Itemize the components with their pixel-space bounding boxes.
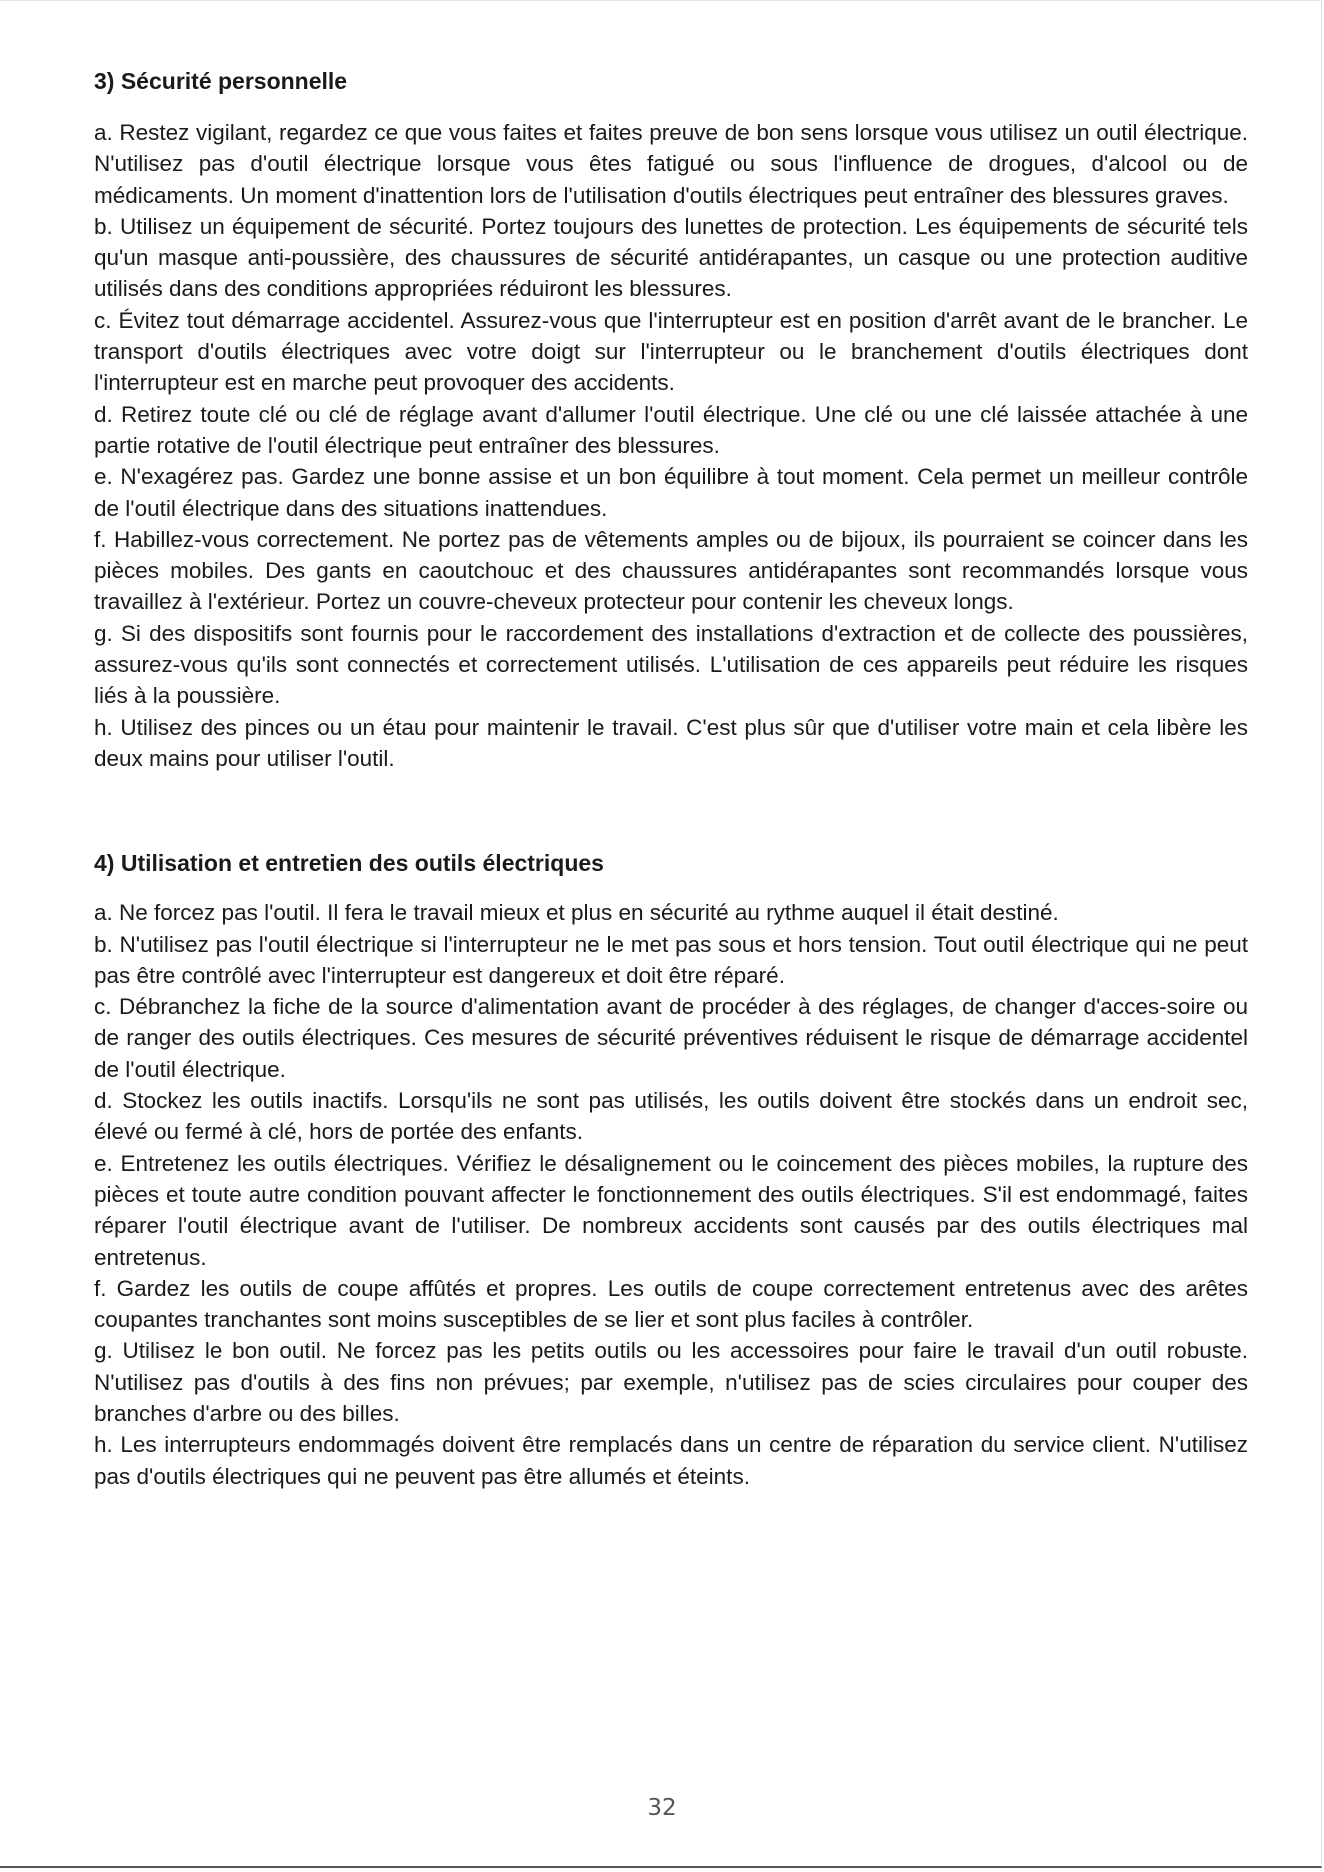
list-item: e. Entretenez les outils électriques. Vérifiez le désalignement ou le coincement des pièces mobiles, la rupture des pièces et toute autre condition pouvant affecter le fonctionnement des outils électriques. S'il est endommagé, faites réparer l'outil électrique avant de l'utiliser. De nombreux accidents sont causés par des outils électriques mal entretenus. bbox=[94, 1150, 1248, 1270]
list-item: a. Restez vigilant, regardez ce que vous faites et faites preuve de bon sens lorsque vous utilisez un outil électrique. N'utilisez pas d'outil électrique lorsque vous êtes fatigué ou sous l'influence de drogues, d'alcool ou de médicaments. Un moment d'inattention lors de l'utilisation d'outils électriques peut entraîner des blessures graves. bbox=[94, 120, 1248, 208]
list-item: f. Habillez-vous correctement. Ne portez pas de vêtements amples ou de bijoux, ils pourraient se coincer dans les pièces mobiles. Des gants en caoutchouc et des chaussures antidérapantes sont recommandés lorsque vous travaillez à l'extérieur. Portez un couvre-cheveux protecteur pour contenir les cheveux longs. bbox=[94, 526, 1248, 615]
list-item: b. Utilisez un équipement de sécurité. Portez toujours des lunettes de protection. Les équipements de sécurité tels qu'un masque anti-poussière, des chaussures de sécurité antidérapantes, un casque ou une protection auditive utilisés dans des conditions appropriées réduiront les blessures. bbox=[94, 213, 1248, 302]
list-item: c. Débranchez la fiche de la source d'alimentation avant de procéder à des réglages, de changer d'acces-soire ou de ranger des outils électriques. Ces mesures de sécurité préventives réduisent le risque de démarrage accidentel de l'outil électrique. bbox=[94, 994, 1248, 1082]
list-item: d. Retirez toute clé ou clé de réglage avant d'allumer l'outil électrique. Une clé ou une clé laissée attachée à une partie rotative de l'outil électrique peut entraîner des blessures. bbox=[94, 401, 1248, 458]
list-item: b. N'utilisez pas l'outil électrique si l'interrupteur ne le met pas sous et hors tension. Tout outil électrique qui ne peut pas être contrôlé avec l'interrupteur est dangereux et doit être réparé. bbox=[94, 931, 1248, 988]
list-item: a. Ne forcez pas l'outil. Il fera le travail mieux et plus en sécurité au rythme auquel il était destiné. bbox=[94, 900, 1059, 926]
list-item: e. N'exagérez pas. Gardez une bonne assise et un bon équilibre à tout moment. Cela permet un meilleur contrôle de l'outil électrique dans des situations inattendues. bbox=[94, 464, 1248, 521]
list-item: f. Gardez les outils de coupe affûtés et propres. Les outils de coupe correctement entretenus avec des arêtes coupantes tranchantes sont moins susceptibles de se lier et sont plus faciles à contrôler. bbox=[94, 1275, 1248, 1333]
section-title: 3) Sécurité personnelle bbox=[94, 68, 348, 94]
list-item: h. Les interrupteurs endommagés doivent être remplacés dans un centre de réparation du service client. N'utilisez pas d'outils électriques qui ne peuvent pas être allumés et éteints. bbox=[94, 1432, 1248, 1489]
section-tool-use-maintenance bbox=[94, 848, 1248, 1492]
page-content bbox=[94, 66, 1248, 1492]
page-number: 32 bbox=[647, 1795, 677, 1821]
list-item: c. Évitez tout démarrage accidentel. Assurez-vous que l'interrupteur est en position d'arrêt avant de le brancher. Le transport d'outils électriques avec votre doigt sur l'interrupteur ou le branchement d'outils électriques dont l'interrupteur est en marche peut provoquer des accidents. bbox=[94, 307, 1248, 396]
list-item: g. Utilisez le bon outil. Ne forcez pas les petits outils ou les accessoires pour faire le travail d'un outil robuste. N'utilisez pas d'outils à des fins non prévues; par exemple, n'utilisez pas de scies circulaires pour couper des branches d'arbre ou des billes. bbox=[94, 1338, 1248, 1426]
list-item: g. Si des dispositifs sont fournis pour le raccordement des installations d'extraction et de collecte des poussières, assurez-vous qu'ils sont connectés et correctement utilisés. L'utilisation de ces appareils peut réduire les risques liés à la poussière. bbox=[94, 620, 1248, 709]
section-title: 4) Utilisation et entretien des outils électriques bbox=[94, 850, 604, 877]
list-item: h. Utilisez des pinces ou un étau pour maintenir le travail. C'est plus sûr que d'utiliser votre main et cela libère les deux mains pour utiliser l'outil. bbox=[94, 714, 1248, 771]
list-item: d. Stockez les outils inactifs. Lorsqu'ils ne sont pas utilisés, les outils doivent être stockés dans un endroit sec, élevé ou fermé à clé, hors de portée des enfants. bbox=[94, 1088, 1248, 1145]
section-personal-safety bbox=[94, 66, 1248, 774]
